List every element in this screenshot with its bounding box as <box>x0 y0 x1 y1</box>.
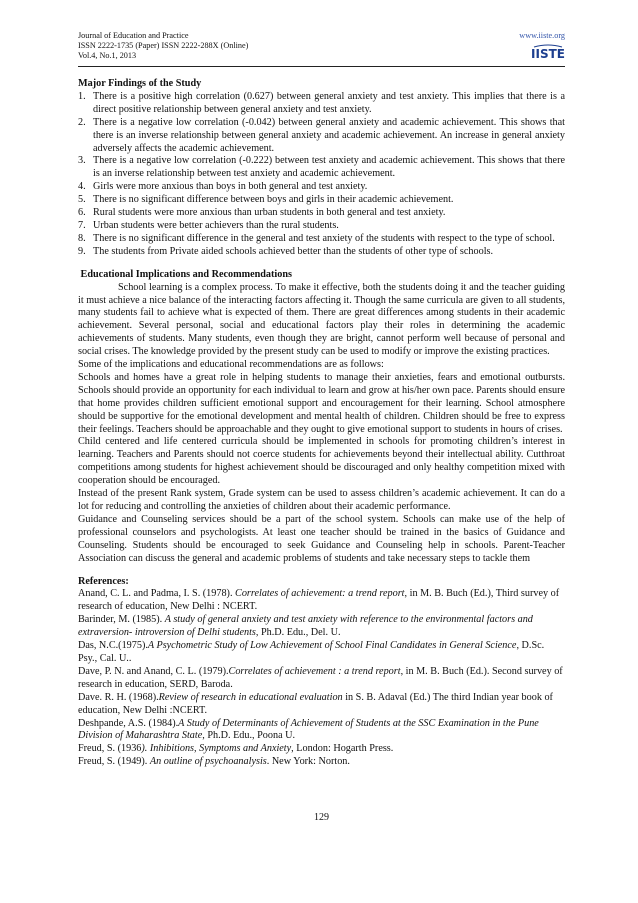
list-item: 1. There is a positive high correlation (0.627) between general anxiety and test anxiety. This implies that there is a direct positive relationship between general anxiety and test anxiety. <box>78 90 565 115</box>
iiste-logo-icon <box>531 44 565 62</box>
page-number: 129 <box>314 812 329 823</box>
page-header <box>78 31 565 61</box>
list-item: 6. Rural students were more anxious than urban students in both general and test anxiety. <box>78 207 446 219</box>
list-item: 4. Girls were more anxious than boys in both general and test anxiety. <box>78 181 368 193</box>
journal-issn: ISSN 2222-1735 (Paper) ISSN 2222-288X (Online) <box>78 41 249 50</box>
list-item: 8. There is no significant difference in the general and test anxiety of the students with respect to the type of school. <box>78 232 555 244</box>
list-item: 5. There is no significant difference between boys and girls in their academic achievement. <box>78 194 454 206</box>
implications-heading: Educational Implications and Recommendations <box>80 268 292 280</box>
paragraph: School learning is a complex process. To make it effective, both the students doing it and the teacher guiding it must achieve a nice balance of the interacting factors affecting it. Though the same curricula are given to all students, many students fail to achieve what is expected of them. There are great differences among students in their academic achievement. Several personal, social and educational factors play their roles in determining the academic achievements of students. Many students, even though they are bright, cannot perform well because of personal and social crises. The knowledge provided by the present study can be used to modify or improve the existing practices. <box>78 281 565 358</box>
reference-item: Barinder, M. (1985). A study of general anxiety and test anxiety with reference to the environmental factors and extraversion- introversion of Delhi students, Ph.D. Edu., Del. U. <box>78 614 533 639</box>
journal-volume: Vol.4, No.1, 2013 <box>78 51 137 60</box>
references-heading: References: <box>78 575 129 587</box>
header-rule <box>78 66 565 67</box>
list-item: 7. Urban students were better achievers than the rural students. <box>78 219 339 231</box>
journal-url[interactable]: www.iiste.org <box>519 31 565 40</box>
reference-item: Anand, C. L. and Padma, I. S. (1978). Correlates of achievement: a trend report, in M. B. Buch (Ed.), Third survey of research of education, New Delhi : NCERT. <box>78 588 560 613</box>
paragraph: Schools and homes have a great role in helping students to manage their anxieties, fears and emotional outbursts. Schools should provide an opportunity for each individual to learn and grow at his/her own pace. Parents should ensure that home provides children sufficient emotional support and encouragement for their learning. School atmosphere should be supportive for the emotional development and mental health of children. Children should be free to express their feelings. Teachers should be approachable and they ought to give emotional support to students in hours of crises. <box>78 371 565 435</box>
reference-item: Das, N.C.(1975).A Psychometric Study of Low Achievement of School Final Candidates in General Science, D.Sc. Psy., Cal. U.. <box>78 640 545 664</box>
list-item: 2. There is a negative low correlation (-0.042) between general anxiety and academic achievement. This shows that there is an inverse relationship between general anxiety and academic achievement. An increase in general anxiety adversely affects the academic achievement. <box>78 116 565 154</box>
reference-item: Freud, S. (1949). An outline of psychoanalysis. New York: Norton. <box>78 756 350 768</box>
list-item: 3. There is a negative low correlation (-0.222) between test anxiety and academic achievement. This shows that there is an inverse relationship between test anxiety and academic achievement. <box>78 155 565 180</box>
logo-text: IISTE <box>531 47 565 61</box>
article-body <box>78 78 565 769</box>
reference-item: Dave. R. H. (1968).Review of research in educational evaluation in S. B. Adaval (Ed.) The third Indian year book of education, New Delhi :NCERT. <box>78 691 553 716</box>
findings-heading: Major Findings of the Study <box>78 78 202 89</box>
findings-list <box>78 91 565 259</box>
paragraph: Child centered and life centered curricula should be implemented in schools for promoting children’s interest in learning. Teachers and Parents should not coerce students for achievements beyond their intellectual ability. Cutthroat competitions among students for highest achievement should be discouraged and only healthy competition mixed with cooperation should be encouraged. <box>78 436 565 487</box>
journal-name: Journal of Education and Practice <box>78 31 189 40</box>
paragraph: Some of the implications and educational recommendations are as follows: <box>78 359 384 371</box>
list-item: 9. The students from Private aided schools achieved better than the students of other type of schools. <box>78 245 494 257</box>
reference-item: Dave, P. N. and Anand, C. L. (1979).Correlates of achievement : a trend report, in M. B. Buch (Ed.). Second survey of research in education, SERD, Baroda. <box>78 665 563 690</box>
paragraph: Guidance and Counseling services should be a part of the school system. Schools can make use of the help of professional counselors and psychologists. At least one teacher should be trained in the basics of Guidance and Counseling. Students should be encouraged to seek Guidance and Counseling help in schools. Parent-Teacher Association can discuss the general and academic problems of students and take necessary steps to tackle them <box>78 513 565 564</box>
paragraph: Instead of the present Rank system, Grade system can be used to assess children’s academic achievement. It can do a lot for reducing and controlling the anxieties of children about their academic performance. <box>78 488 565 512</box>
reference-item: Freud, S. (1936). Inhibitions, Symptoms and Anxiety, London: Hogarth Press. <box>78 743 394 755</box>
reference-item: Deshpande, A.S. (1984).A Study of Determinants of Achievement of Students at the SSC Examination in the Pune Division of Maharashtra State, Ph.D. Edu., Poona U. <box>78 717 539 742</box>
